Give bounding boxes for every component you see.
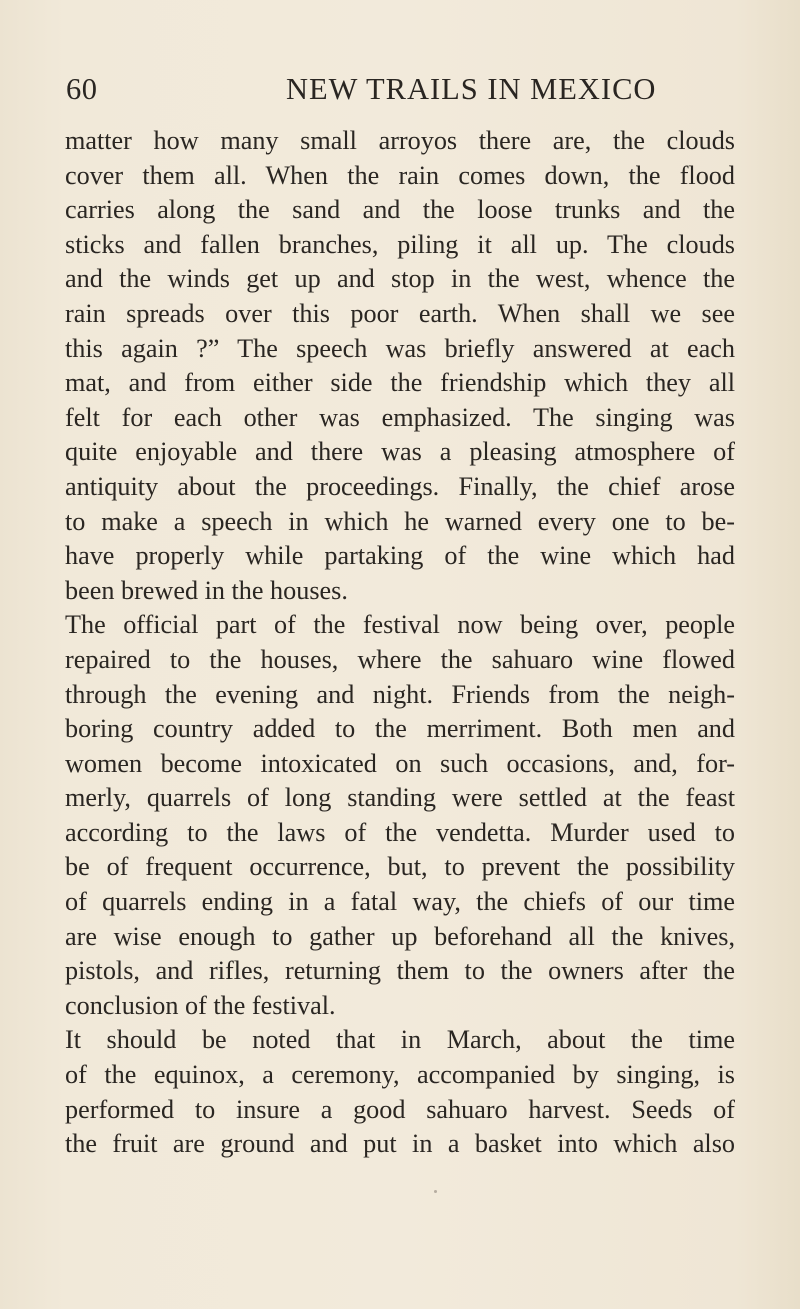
text-line: this again ?” The speech was briefly answered at each <box>65 333 735 363</box>
running-head <box>66 72 734 112</box>
text-line: antiquity about the proceedings. Finally, the chief arose <box>65 471 735 501</box>
text-line: felt for each other was emphasized. The singing was <box>65 402 735 432</box>
text-line: through the evening and night. Friends from the neigh- <box>65 679 735 709</box>
text-line: according to the laws of the vendetta. Murder used to <box>65 817 735 847</box>
text-line: cover them all. When the rain comes down, the flood <box>65 160 735 190</box>
text-line: of quarrels ending in a fatal way, the chiefs of our time <box>65 887 735 917</box>
text-line: of the equinox, a ceremony, accompanied by singing, is <box>65 1060 735 1090</box>
text-line: performed to insure a good sahuaro harvest. Seeds of <box>65 1094 735 1124</box>
text-line: It should be noted that in March, about the time <box>65 1025 735 1055</box>
text-line: pistols, and rifles, returning them to the owners after the <box>65 956 735 986</box>
text-line: be of frequent occurrence, but, to prevent the possibility <box>65 852 735 882</box>
running-title: NEW TRAILS IN MEXICO <box>286 72 657 106</box>
text-line: the fruit are ground and put in a basket into which also <box>65 1129 735 1159</box>
text-line: are wise enough to gather up beforehand all the knives, <box>65 921 735 951</box>
text-line: rain spreads over this poor earth. When shall we see <box>65 298 735 328</box>
text-line: mat, and from either side the friendship which they all <box>65 368 735 398</box>
paper-speck <box>434 1190 437 1193</box>
text-line: conclusion of the festival. <box>65 990 336 1020</box>
text-line: matter how many small arroyos there are, the clouds <box>65 126 735 155</box>
text-line: to make a speech in which he warned every one to be- <box>65 506 735 536</box>
text-line: and the winds get up and stop in the west, whence the <box>65 264 735 294</box>
page-number: 60 <box>66 72 98 106</box>
text-line: sticks and fallen branches, piling it all up. The clouds <box>65 229 735 259</box>
body-text <box>65 124 735 1162</box>
text-line: quite enjoyable and there was a pleasing atmosphere of <box>65 437 735 467</box>
text-line: boring country added to the merriment. Both men and <box>65 714 735 744</box>
text-line: have properly while partaking of the wine which had <box>65 541 735 571</box>
text-line: The official part of the festival now being over, people <box>65 610 735 640</box>
text-line: repaired to the houses, where the sahuaro wine flowed <box>65 644 735 674</box>
text-line: been brewed in the houses. <box>65 575 348 605</box>
text-line: women become intoxicated on such occasions, and, for- <box>65 748 735 778</box>
text-line: merly, quarrels of long standing were settled at the feast <box>65 783 735 813</box>
text-line: carries along the sand and the loose trunks and the <box>65 195 735 225</box>
